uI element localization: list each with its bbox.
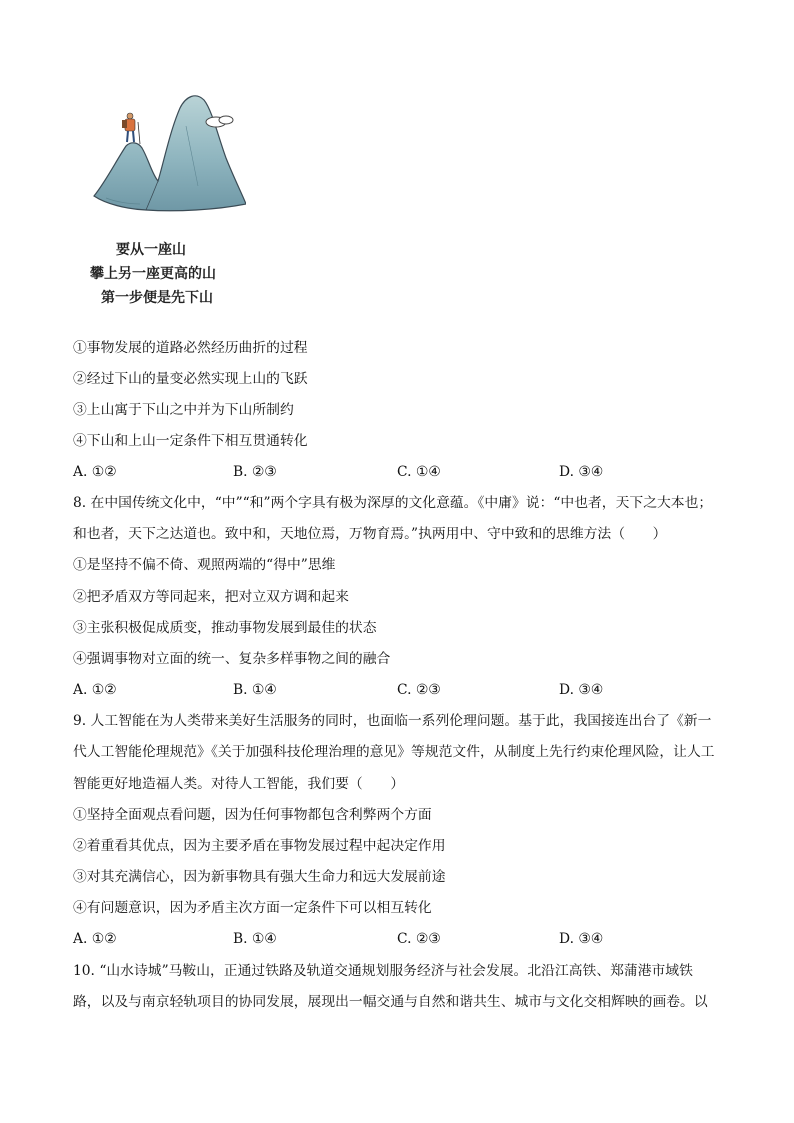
q7-statement-4: ④下山和上山一定条件下相互贯通转化 [73,433,308,449]
q9-option-b: B. ①④ [233,931,277,947]
q8-option-c: C. ②③ [397,682,441,698]
q8-statement-2: ②把矛盾双方等同起来，把对立双方调和起来 [73,589,349,605]
q8-statement-1: ①是坚持不偏不倚、观照两端的“得中”思维 [73,557,336,573]
q9-option-d: D. ③④ [559,931,604,947]
mountain-illustration [86,86,246,318]
q8-stem-line-1: 8. 在中国传统文化中，“中”“和”两个字具有极为深厚的文化意蕴。《中庸》说：“中也者，天下之大本也； [73,495,713,511]
q7-statement-3: ③上山寓于下山之中并为下山所制约 [73,402,294,418]
q9-option-a: A. ①② [73,931,117,947]
q7-option-d: D. ③④ [559,464,604,480]
q9-statement-4: ④有问题意识，因为矛盾主次方面一定条件下可以相互转化 [73,900,432,916]
q8-option-b: B. ①④ [233,682,277,698]
hiker-figure [122,113,140,144]
q9-stem-line-2: 代人工智能伦理规范》《关于加强科技伦理治理的意见》等规范文件，从制度上先行约束伦理风险，让人工 [73,744,715,760]
q7-statement-1: ①事物发展的道路必然经历曲折的过程 [73,340,308,356]
q8-option-d: D. ③④ [559,682,604,698]
q7-option-c: C. ①④ [397,464,441,480]
caption-line: 第一步便是先下山 [101,290,213,306]
q7-options [73,462,693,482]
q7-option-b: B. ②③ [233,464,277,480]
q9-option-c: C. ②③ [397,931,441,947]
q8-options [73,680,693,700]
q9-statement-1: ①坚持全面观点看问题，因为任何事物都包含利弊两个方面 [73,807,432,823]
q8-statement-3: ③主张积极促成质变，推动事物发展到最佳的状态 [73,620,377,636]
q8-statement-4: ④强调事物对立面的统一、复杂多样事物之间的融合 [73,651,391,667]
caption-line: 要从一座山 [116,242,186,258]
q9-stem-line-3: 智能更好地造福人类。对待人工智能，我们要（ ） [73,776,405,792]
q9-stem-line-1: 9. 人工智能在为人类带来美好生活服务的同时，也面临一系列伦理问题。基于此，我国接连出台了《新一 [73,713,712,729]
mountain-hiker-drawing [86,86,246,236]
q9-statement-2: ②着重看其优点，因为主要矛盾在事物发展过程中起决定作用 [73,838,446,854]
q10-stem-line-1: 10. “山水诗城”马鞍山，正通过铁路及轨道交通规划服务经济与社会发展。北沿江高铁、郑蒲港市域铁 [73,963,693,979]
q9-options [73,929,693,949]
caption-line: 攀上另一座更高的山 [90,266,216,282]
q9-statement-3: ③对其充满信心，因为新事物具有强大生命力和远大发展前途 [73,869,446,885]
q8-stem-line-2: 和也者，天下之达道也。致中和，天地位焉，万物育焉。”执两用中、守中致和的思维方法（ ） [73,526,667,542]
illustration-caption [86,238,246,310]
q10-stem-line-2: 路，以及与南京轻轨项目的协同发展，展现出一幅交通与自然和谐共生、城市与文化交相辉映的画卷。以 [73,994,708,1010]
q7-statement-2: ②经过下山的量变必然实现上山的飞跃 [73,371,308,387]
q7-option-a: A. ①② [73,464,117,480]
q8-option-a: A. ①② [73,682,117,698]
